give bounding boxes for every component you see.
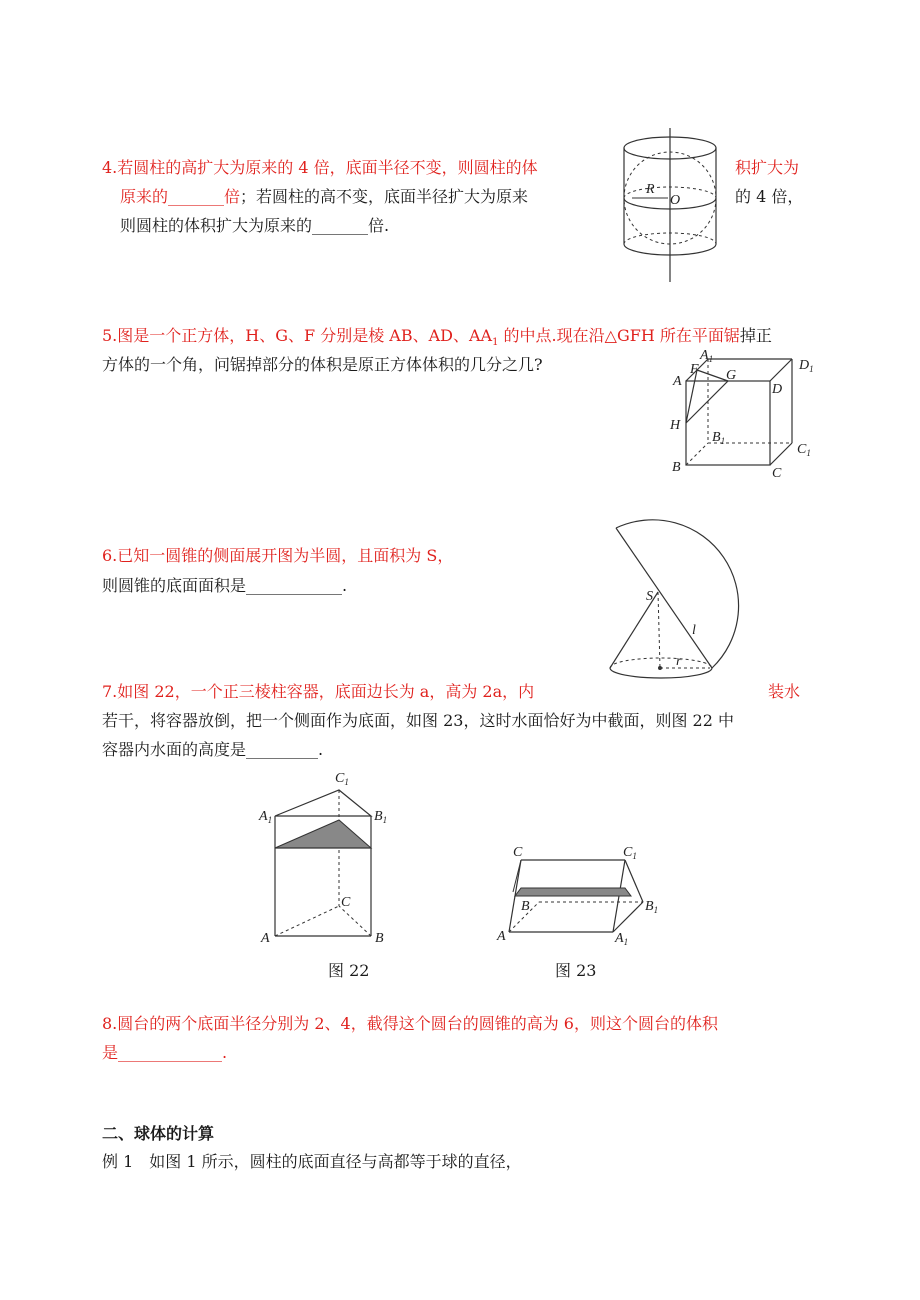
q5-line1-sub: 1 xyxy=(492,337,499,349)
label-C: C xyxy=(513,845,523,860)
q6-line2: 则圆锥的底面面积是____________. xyxy=(102,576,348,595)
label-B1: $B_1$ xyxy=(374,809,388,825)
cut-HF xyxy=(686,370,697,423)
label-D1: $D_1$ xyxy=(799,358,814,374)
label-A1: $A_1$ xyxy=(259,809,273,825)
figure-22-caption: 图 22 xyxy=(328,961,370,980)
prism22-water-surface xyxy=(275,820,371,848)
figure-23-caption: 图 23 xyxy=(555,961,597,980)
q7-line1-tail: 装水 xyxy=(768,682,801,701)
q4-line1: 4.若圆柱的高扩大为原来的 4 倍，底面半径不变，则圆柱的体 xyxy=(102,158,538,177)
label-A: A xyxy=(261,931,270,946)
label-B: B xyxy=(672,460,681,475)
label-C1: $C_1$ xyxy=(797,442,811,458)
label-l: l xyxy=(692,623,696,638)
section2-example1: 例 1 如图 1 所示，圆柱的底面直径与高都等于球的直径， xyxy=(102,1152,522,1171)
cone-figure xyxy=(600,508,760,686)
label-A: A xyxy=(497,929,506,944)
q7-line3: 容器内水面的高度是_________. xyxy=(102,740,324,759)
label-R: R xyxy=(646,182,655,197)
semicircle-arc xyxy=(616,520,739,668)
label-B1: $B_1$ xyxy=(712,430,726,446)
q8-line1: 8.圆台的两个底面半径分别为 2、4，截得这个圆台的圆锥的高为 6，则这个圆台的体积 xyxy=(102,1014,718,1033)
cone-base-center xyxy=(658,666,662,670)
cut-HG xyxy=(686,381,728,423)
label-C1: $C_1$ xyxy=(335,771,349,787)
label-B1: $B_1$ xyxy=(645,899,659,915)
label-H: H xyxy=(670,418,681,433)
q5-line1-black: 掉正 xyxy=(739,326,772,345)
label-r: r xyxy=(676,654,682,669)
q5-line1-red2: 的中点.现在沿△GFH 所在平面锯 xyxy=(498,326,740,345)
prism22-edge-AC xyxy=(275,906,339,936)
semicircle-diameter xyxy=(616,528,712,668)
cut-FG xyxy=(697,370,728,381)
cube-edge-DD1 xyxy=(770,359,792,381)
prism23-water-surface xyxy=(515,888,631,896)
label-G: G xyxy=(726,368,737,383)
label-A1: $A_1$ xyxy=(615,931,629,947)
cube-figure xyxy=(668,345,818,480)
label-B: B xyxy=(521,899,530,914)
figure-22-prism xyxy=(255,768,395,948)
section2-heading: 二、球体的计算 xyxy=(102,1124,215,1143)
cube-edge-CC1 xyxy=(770,443,792,465)
cone-height xyxy=(658,592,660,668)
q4-line2-red: 原来的_______倍 xyxy=(120,187,241,206)
q5-line1-red: 5.图是一个正方体，H、G、F 分别是棱 AB、AD、AA xyxy=(102,326,493,345)
q4-line2 xyxy=(120,187,528,207)
label-A1: $A_1$ xyxy=(700,348,714,364)
prism22-edge-BC xyxy=(339,906,371,936)
q4-line2-black: ；若圆柱的高不变，底面半径扩大为原来 xyxy=(240,187,529,206)
label-C: C xyxy=(341,895,351,910)
label-D: D xyxy=(772,382,783,397)
figure-23-prism xyxy=(495,840,665,950)
q7-line2: 若干，将容器放倒，把一个侧面作为底面，如图 23，这时水面恰好为中截面，则图 22 中 xyxy=(102,711,734,730)
cube-front-face xyxy=(686,381,770,465)
prism22-top-face xyxy=(275,790,371,816)
q4-line2-tail: 的 4 倍， xyxy=(735,187,804,206)
cube-hidden-BB1 xyxy=(686,443,708,465)
label-S: S xyxy=(646,589,653,604)
label-C: C xyxy=(772,466,782,480)
label-A: A xyxy=(673,374,682,389)
label-C1: $C_1$ xyxy=(623,845,637,861)
label-B: B xyxy=(375,931,384,946)
q4-line1-tail: 积扩大为 xyxy=(735,158,800,177)
q4-line3: 则圆柱的体积扩大为原来的_______倍. xyxy=(120,216,390,235)
q7-line1: 7.如图 22，一个正三棱柱容器，底面边长为 a，高为 2a，内 xyxy=(102,682,535,701)
cylinder-sphere-figure xyxy=(612,128,728,284)
label-O: O xyxy=(670,193,681,208)
q5-line2: 方体的一个角，问锯掉部分的体积是原正方体体积的几分之几? xyxy=(102,355,543,374)
label-F: F xyxy=(690,362,699,377)
q8-line2: 是_____________. xyxy=(102,1043,228,1062)
q6-line1: 6.已知一圆锥的侧面展开图为半圆，且面积为 S， xyxy=(102,546,454,565)
